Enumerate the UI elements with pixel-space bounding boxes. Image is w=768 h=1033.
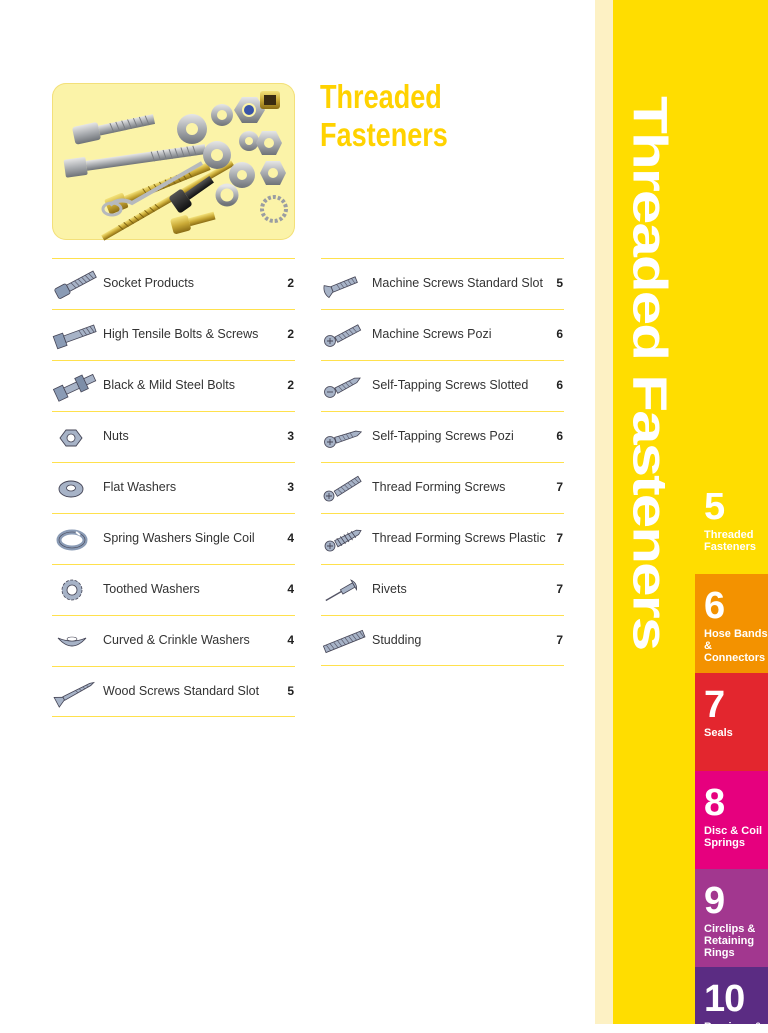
page-edge-band [595, 0, 613, 1024]
wood-screw-icon [52, 675, 98, 709]
item-label: Socket Products [103, 276, 195, 290]
list-item[interactable] [52, 564, 295, 615]
item-page: 3 [287, 429, 294, 443]
list-item[interactable] [52, 513, 295, 564]
tab-label: Bearings & [704, 1021, 763, 1033]
studding-icon [321, 624, 367, 658]
item-page: 2 [287, 378, 294, 392]
list-item[interactable] [52, 411, 295, 462]
list-item[interactable] [52, 258, 295, 309]
item-page: 3 [287, 480, 294, 494]
item-page: 4 [287, 633, 294, 647]
item-label: Black & Mild Steel Bolts [103, 378, 235, 392]
tab-number: 6 [704, 585, 725, 627]
item-label: Wood Screws Standard Slot [103, 684, 260, 698]
list-item[interactable] [321, 615, 564, 666]
tab-label: Circlips & Retaining Rings [704, 923, 756, 959]
tab-number: 8 [704, 782, 725, 824]
list-item[interactable] [321, 564, 564, 615]
item-label: Toothed Washers [103, 582, 200, 596]
tab-seals[interactable] [695, 673, 768, 771]
item-label: Rivets [372, 582, 407, 596]
flat-washer-icon [52, 471, 98, 505]
item-page: 5 [287, 684, 294, 698]
list-item[interactable] [52, 462, 295, 513]
list-item[interactable] [52, 666, 295, 717]
item-page: 7 [556, 582, 563, 596]
fasteners-photo [52, 83, 295, 240]
item-label: Thread Forming Screws Plastic [372, 531, 546, 545]
tab-label: Seals [704, 727, 733, 739]
item-label: Machine Screws Standard Slot [372, 276, 543, 290]
tab-hose-bands[interactable] [695, 574, 768, 673]
list-item[interactable] [321, 462, 564, 513]
item-label: Spring Washers Single Coil [103, 531, 255, 545]
list-item[interactable] [321, 309, 564, 360]
pozi-machine-screw-icon [321, 318, 367, 352]
item-label: Studding [372, 633, 422, 647]
rivet-icon [321, 573, 367, 607]
thread-forming-screw-icon [321, 471, 367, 505]
tab-number: 7 [704, 684, 725, 726]
heading-line-1: Threaded [320, 78, 442, 115]
tab-number: 9 [704, 880, 725, 922]
tab-circlips[interactable] [695, 869, 768, 967]
product-list-left [52, 258, 295, 717]
tab-bearings[interactable] [695, 967, 768, 1033]
list-item[interactable] [52, 309, 295, 360]
tab-number: 10 [704, 978, 745, 1020]
spring-washer-icon [52, 522, 98, 556]
item-label: Curved & Crinkle Washers [103, 633, 250, 647]
item-page: 6 [556, 378, 563, 392]
heading-line-2: Fasteners [320, 116, 448, 153]
item-label: Machine Screws Pozi [372, 327, 492, 341]
item-page: 2 [287, 276, 294, 290]
item-page: 6 [556, 327, 563, 341]
list-item[interactable] [321, 411, 564, 462]
item-label: Self-Tapping Screws Pozi [372, 429, 514, 443]
tab-label: Threaded Fasteners [704, 529, 756, 553]
item-page: 7 [556, 480, 563, 494]
tab-label: Disc & Coil Springs [704, 825, 763, 849]
item-page: 5 [556, 276, 563, 290]
slot-machine-screw-icon [321, 267, 367, 301]
spine-title: Threaded Fasteners [622, 96, 677, 650]
item-page: 6 [556, 429, 563, 443]
tab-threaded-fasteners[interactable] [695, 475, 768, 574]
hex-bolt-icon [52, 318, 98, 352]
socket-screw-icon [52, 267, 98, 301]
item-page: 7 [556, 531, 563, 545]
item-label: Self-Tapping Screws Slotted [372, 378, 529, 392]
list-item[interactable] [52, 360, 295, 411]
list-item[interactable] [321, 360, 564, 411]
item-page: 2 [287, 327, 294, 341]
product-list-right [321, 258, 564, 666]
item-page: 7 [556, 633, 563, 647]
item-label: Nuts [103, 429, 129, 443]
slotted-self-tap-icon [321, 369, 367, 403]
item-label: Flat Washers [103, 480, 177, 494]
item-page: 4 [287, 582, 294, 596]
list-item[interactable] [321, 513, 564, 564]
item-label: Thread Forming Screws [372, 480, 506, 494]
curved-washer-icon [52, 624, 98, 658]
bolt-nut-icon [52, 369, 98, 403]
list-item[interactable] [321, 258, 564, 309]
plastic-thread-forming-icon [321, 522, 367, 556]
tab-disc-coil-springs[interactable] [695, 771, 768, 869]
item-label: High Tensile Bolts & Screws [103, 327, 259, 341]
tab-number: 5 [704, 486, 725, 528]
nut-icon [52, 420, 98, 454]
tab-label: Hose Bands & Connectors [704, 628, 768, 664]
item-page: 4 [287, 531, 294, 545]
pozi-self-tap-icon [321, 420, 367, 454]
page-heading [320, 78, 533, 154]
list-item[interactable] [52, 615, 295, 666]
toothed-washer-icon [52, 573, 98, 607]
